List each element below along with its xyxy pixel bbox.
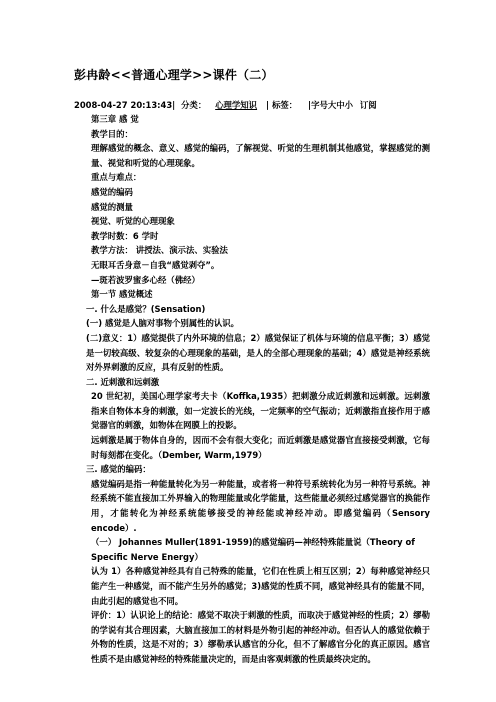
category-label: 分类： bbox=[181, 100, 207, 110]
text-line: 教学方法： 讲授法、演示法、实验法 bbox=[91, 245, 228, 256]
text-paragraph: 20 世纪初，美国心理学家考夫卡（Koffka,1935）把刺激分成近刺激和远刺激。远刺激指来自物体本身的刺激，如一定波长的光线，一定频率的空气振动；近刺激指直接作用于感觉器官的刺激，如物体在网膜上的投影。 bbox=[91, 391, 430, 431]
document-title: 彭冉龄<<普通心理学>>课件（二） bbox=[74, 68, 274, 82]
text-paragraph: 感觉编码是指一种能量转化为另一种能量，或者将一种符号系统转化为另一种符号系统。神经系统不能直接加工外界输入的物理能量或化学能量，这些能量必须经过感觉器官的换能作用，才能转化为神经系统能够接受的神经能或神经冲动。即感觉编码（Sensory encode）. bbox=[91, 478, 430, 533]
text-paragraph: 远刺激是属于物体自身的，因而不会有很大变化；而近刺激是感觉器官直接接受刺激，它每时每刻都在变化。（Dember, Warm,1979） bbox=[91, 435, 430, 460]
text-line: (一) 感觉是人脑对事物个别属性的认识。 bbox=[86, 318, 239, 329]
text-line: 视觉、听觉的心理现象 bbox=[91, 216, 175, 227]
tags-label: | 标签： bbox=[265, 100, 298, 110]
text-line: 无眼耳舌身意－自我“感觉剥夺”。 bbox=[91, 259, 220, 270]
post-meta bbox=[74, 99, 377, 111]
text-paragraph: (二)意义：1）感觉提供了内外环境的信息；2）感觉保证了机体与环境的信息平衡；3）感觉是一切较高级、较复杂的心理现象的基础，是人的全部心理现象的基础；4）感觉是神经系统对外界刺激的反应，具有反射的性质。 bbox=[86, 332, 430, 373]
chapter-heading: 第三章 感 觉 bbox=[91, 114, 139, 124]
subsection-heading: 三. 感觉的编码： bbox=[86, 464, 151, 475]
text-line: 教学目的： bbox=[91, 128, 133, 139]
subscribe-link[interactable]: 订阅 bbox=[359, 100, 377, 110]
text-line: —斑若波罗蜜多心经（佛经） bbox=[91, 274, 200, 285]
text-line: 感觉的编码 bbox=[91, 186, 133, 197]
text-paragraph: 评价：1）认识论上的结论：感觉不取决于刺激的性质，而取决于感觉神经的性质；2）缪勒的学说有其合理因素，大脑直接加工的材料是外物引起的神经冲动。但否认人的感觉依赖于外物的性质，这是不对的；3）缪勒承认感官的分化，但不了解感官分化的真正原因。感官性质不是由感觉神经的特殊能量决定的，而是由客观刺激的性质最终决定的。 bbox=[91, 610, 430, 664]
post-datetime: 2008-04-27 20:13:43| bbox=[74, 100, 176, 110]
section-heading: 第一节 感觉概述 bbox=[91, 289, 153, 300]
category-link[interactable]: 心理学知识 bbox=[215, 100, 258, 110]
subsection-heading: 一. 什么是感觉？(Sensation) bbox=[86, 303, 206, 314]
text-line: 感觉的测量 bbox=[91, 201, 133, 212]
text-line: 重点与难点： bbox=[91, 172, 142, 183]
subsection-heading: 二. 近刺激和远刺激 bbox=[86, 376, 160, 387]
text-line: 教学时数：6 学时 bbox=[91, 230, 159, 241]
font-size-control[interactable]: |字号大中小 bbox=[308, 100, 353, 110]
document-body bbox=[74, 112, 430, 667]
text-paragraph: 认为 1）各种感觉神经具有自己特殊的能量，它们在性质上相互区别；2）每种感觉神经只能产生一种感觉，而不能产生另外的感觉；3)感觉的性质不同，感觉神经具有的能量不同，由此引起的感觉也不同。 bbox=[91, 566, 430, 606]
text-paragraph: 理解感觉的概念、意义、感觉的编码，了解视觉、听觉的生理机制其他感觉，掌握感觉的测量、视觉和听觉的心理现象。 bbox=[91, 143, 430, 168]
subsection-heading: （一） Johannes Muller(1891-1959)的感觉编码—神经特殊能量说（Theory of Specific Nerve Energy） bbox=[91, 537, 415, 562]
